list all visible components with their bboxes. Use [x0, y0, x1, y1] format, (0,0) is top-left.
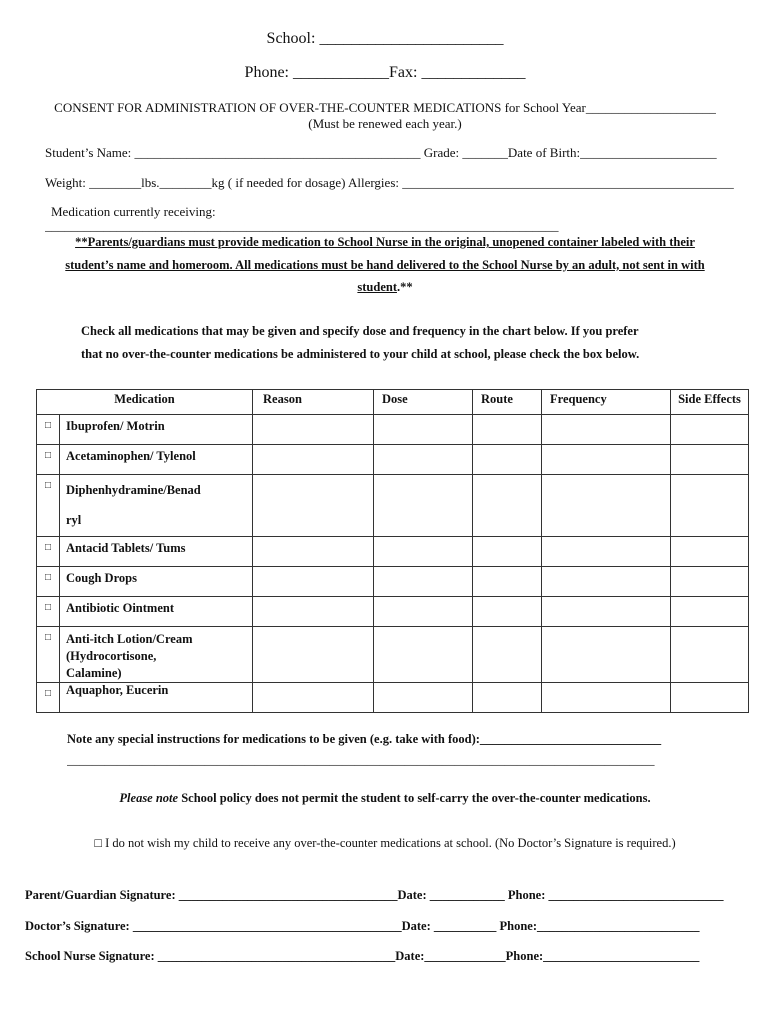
table-header-row [37, 390, 749, 415]
special-instructions-line-2[interactable]: ______________________________________________________________________________________________ [67, 753, 655, 767]
route-cell[interactable] [473, 415, 542, 445]
medication-checkbox[interactable]: □ [37, 567, 60, 597]
notice-line-2: student’s name and homeroom. All medications must be hand delivered to the School Nurse by an adult, not sent in with [65, 258, 705, 272]
table-row [37, 567, 749, 597]
dose-cell[interactable] [374, 567, 473, 597]
reason-cell[interactable] [253, 445, 374, 475]
side-effects-cell[interactable] [671, 627, 749, 683]
weight-allergies-line[interactable]: Weight: ________lbs.________kg ( if needed for dosage) Allergies: ___________________________________________________ [45, 175, 734, 190]
side-effects-cell[interactable] [671, 415, 749, 445]
policy-note-italic: Please note [119, 791, 179, 805]
optout-checkbox-line[interactable]: □ I do not wish my child to receive any over-the-counter medications at school. (No Doctor’s Signature is required.) [94, 836, 676, 850]
table-row [37, 597, 749, 627]
header-side-effects: Side Effects [671, 390, 749, 415]
renew-note: (Must be renewed each year.) [308, 116, 462, 131]
dose-cell[interactable] [374, 683, 473, 713]
medication-checkbox[interactable]: □ [37, 475, 60, 537]
policy-note-text: School policy does not permit the student to self-carry the over-the-counter medications. [178, 791, 651, 805]
side-effects-cell[interactable] [671, 445, 749, 475]
medication-name [60, 475, 253, 537]
medication-checkbox[interactable]: □ [37, 597, 60, 627]
parent-signature-label: Parent/Guardian Signature [25, 888, 172, 902]
medication-name: Antacid Tablets/ Tums [60, 537, 253, 567]
notice-end: .** [396, 280, 413, 294]
medication-name: Aquaphor, Eucerin [60, 683, 253, 713]
medication-name-line: Diphenhydramine/Benad [66, 483, 201, 497]
medication-name-line: ryl [66, 513, 82, 527]
frequency-cell[interactable] [542, 415, 671, 445]
medication-receiving-blank[interactable]: _______________________________________________________________________________ [45, 218, 559, 233]
frequency-cell[interactable] [542, 567, 671, 597]
dose-cell[interactable] [374, 415, 473, 445]
reason-cell[interactable] [253, 597, 374, 627]
medication-checkbox[interactable]: □ [37, 627, 60, 683]
policy-note [0, 791, 770, 806]
phone-fax-field[interactable]: Phone: ____________Fax: _____________ [244, 64, 526, 81]
doctor-signature-line[interactable]: Doctor’s Signature: ___________________________________________Date: __________ Phone:__________________________ [25, 919, 700, 933]
side-effects-cell[interactable] [671, 537, 749, 567]
medication-checkbox[interactable]: □ [37, 537, 60, 567]
route-cell[interactable] [473, 683, 542, 713]
medication-table [36, 389, 749, 713]
medication-checkbox[interactable]: □ [37, 445, 60, 475]
dose-cell[interactable] [374, 627, 473, 683]
side-effects-cell[interactable] [671, 475, 749, 537]
header-dose: Dose [374, 390, 473, 415]
route-cell[interactable] [473, 537, 542, 567]
frequency-cell[interactable] [542, 627, 671, 683]
instructions-line-1: Check all medications that may be given and specify dose and frequency in the chart below. If you prefer [81, 324, 639, 338]
medication-name: Antibiotic Ointment [60, 597, 253, 627]
table-row [37, 415, 749, 445]
header-reason: Reason [253, 390, 374, 415]
reason-cell[interactable] [253, 475, 374, 537]
reason-cell[interactable] [253, 627, 374, 683]
side-effects-cell[interactable] [671, 597, 749, 627]
school-field[interactable]: School: _______________________ [266, 30, 504, 47]
parent-signature-line[interactable] [25, 888, 724, 903]
medication-name [60, 627, 253, 683]
route-cell[interactable] [473, 445, 542, 475]
table-row [37, 537, 749, 567]
dose-cell[interactable] [374, 537, 473, 567]
parent-signature-rest[interactable]: : ___________________________________Date: ____________ Phone: ____________________________ [171, 888, 724, 902]
medication-receiving-label: Medication currently receiving: [51, 204, 216, 219]
notice-line-1: **Parents/guardians must provide medication to School Nurse in the original, unopened container labeled with their [75, 235, 695, 249]
dose-cell[interactable] [374, 445, 473, 475]
route-cell[interactable] [473, 627, 542, 683]
reason-cell[interactable] [253, 415, 374, 445]
form-title: CONSENT FOR ADMINISTRATION OF OVER-THE-COUNTER MEDICATIONS for School Year____________________ [54, 100, 716, 115]
notice-student-word: student [357, 280, 397, 294]
header-medication: Medication [37, 390, 253, 415]
medication-checkbox[interactable]: □ [37, 415, 60, 445]
reason-cell[interactable] [253, 567, 374, 597]
medication-checkbox[interactable]: □ [37, 683, 60, 713]
table-row [37, 683, 749, 713]
dose-cell[interactable] [374, 475, 473, 537]
special-instructions-line-1[interactable]: Note any special instructions for medications to be given (e.g. take with food):_____________________________ [67, 732, 662, 746]
frequency-cell[interactable] [542, 597, 671, 627]
frequency-cell[interactable] [542, 475, 671, 537]
instructions-line-2: that no over-the-counter medications be administered to your child at school, please check the box below. [81, 347, 640, 361]
notice-line-3 [0, 280, 770, 295]
student-name-line[interactable]: Student’s Name: ____________________________________________ Grade: _______Date of Birth:_____________________ [45, 145, 717, 160]
dose-cell[interactable] [374, 597, 473, 627]
medication-name: Acetaminophen/ Tylenol [60, 445, 253, 475]
table-row [37, 445, 749, 475]
route-cell[interactable] [473, 597, 542, 627]
reason-cell[interactable] [253, 537, 374, 567]
side-effects-cell[interactable] [671, 567, 749, 597]
medication-name: Cough Drops [60, 567, 253, 597]
medication-name-line: Calamine) [66, 666, 122, 680]
medication-name-line: (Hydrocortisone, [66, 649, 157, 663]
medication-name-line: Anti-itch Lotion/Cream [66, 632, 193, 646]
table-row [37, 627, 749, 683]
header-route: Route [473, 390, 542, 415]
header-frequency: Frequency [542, 390, 671, 415]
side-effects-cell[interactable] [671, 683, 749, 713]
frequency-cell[interactable] [542, 537, 671, 567]
route-cell[interactable] [473, 567, 542, 597]
frequency-cell[interactable] [542, 445, 671, 475]
route-cell[interactable] [473, 475, 542, 537]
table-row [37, 475, 749, 537]
frequency-cell[interactable] [542, 683, 671, 713]
reason-cell[interactable] [253, 683, 374, 713]
nurse-signature-line[interactable]: School Nurse Signature: ______________________________________Date:_____________Phone:_________________________ [25, 949, 700, 963]
medication-name: Ibuprofen/ Motrin [60, 415, 253, 445]
